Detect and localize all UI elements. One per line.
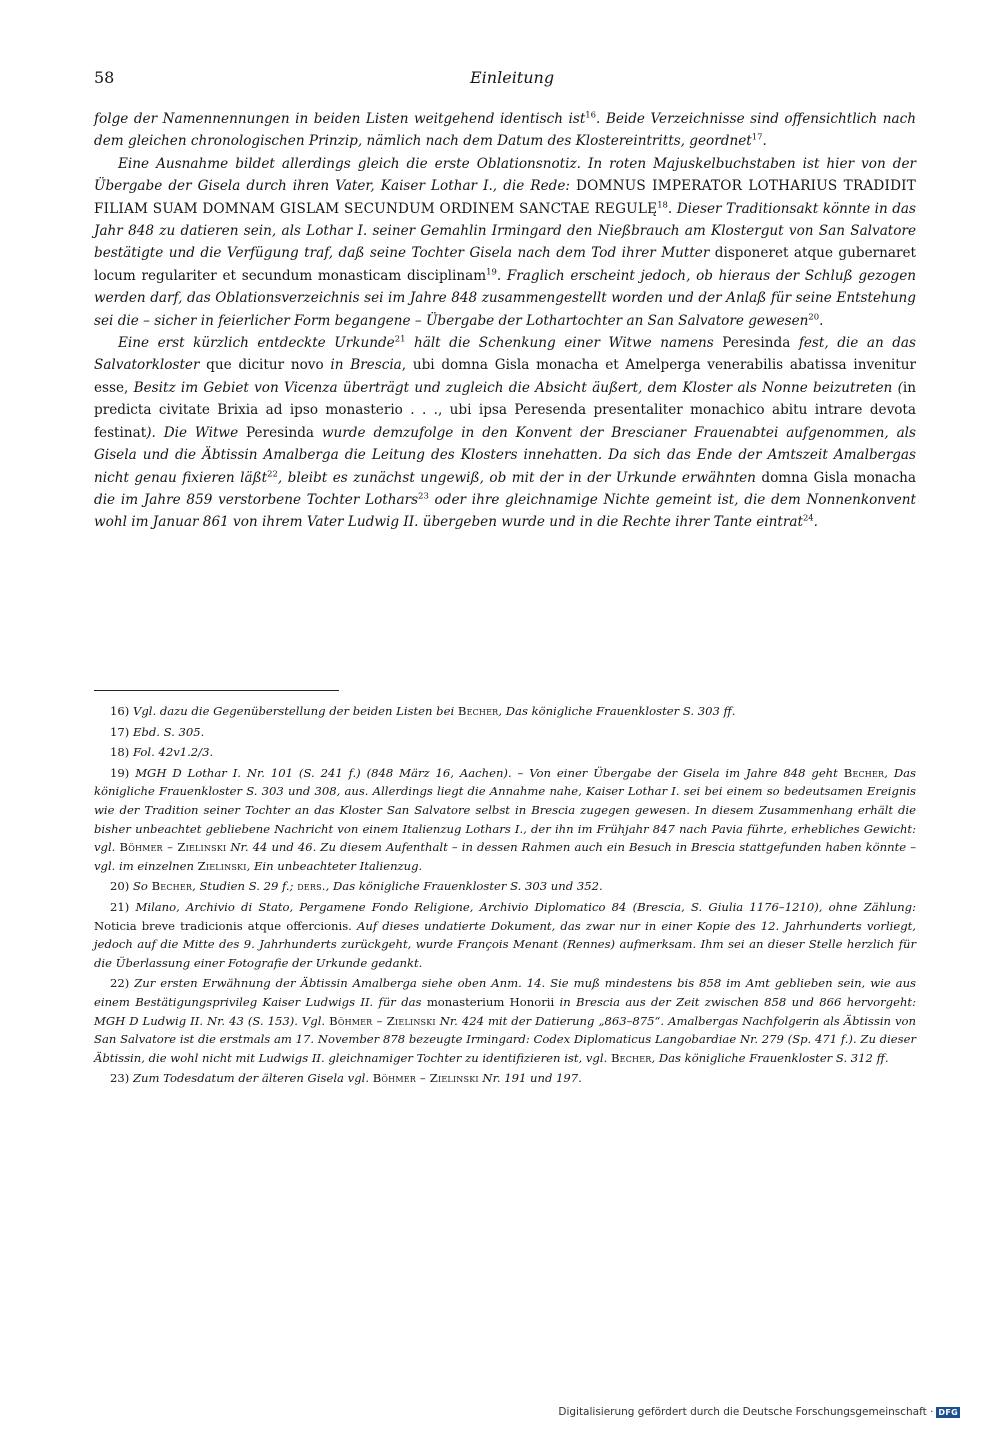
running-head: Einleitung — [470, 68, 555, 87]
text-run: 16) — [110, 704, 133, 718]
text-run: oder ihre gleichnamige Nichte gemeint ist, die dem Nonnenkonvent wohl im Januar 861 von ihrem Vater Ludwig II. übergeben wurde und in die Rechte ihrer Tante eintrat — [94, 491, 916, 531]
text-run: Zielinski — [197, 858, 247, 873]
footnote-reference: 20 — [808, 311, 820, 322]
footnote-divider — [94, 690, 339, 691]
text-run: Zum Todesdatum der älteren Gisela vgl. — [132, 1071, 373, 1086]
text-run: 23) — [110, 1071, 133, 1086]
footnote-reference: 22 — [267, 467, 278, 478]
text-run: Auf dieses undatierte Dokument, das zwar nur in einer Kopie des 12. Jahrhunderts vorliegt, jedoch auf die Mitte des 9. Jahrhunderts zurückgeht, wurde François Menant (Rennes) aufmerksam. Ihm sei an dieser Stelle herzlich für die Überlassung einer Fotografie der Urkunde gedankt. — [94, 918, 916, 970]
text-run: Böhmer – Zielinski — [372, 1071, 479, 1086]
text-run: Becher — [457, 704, 499, 718]
text-run: , Studien S. 29 f.; — [192, 879, 298, 894]
text-run: fest, die an das Salvatorkloster — [94, 335, 917, 374]
text-run: Peresinda — [246, 424, 315, 441]
text-run: Nr. 44 und 46. Zu diesem Aufenthalt – in dessen Rahmen auch ein Besuch in Brescia stattgefunden haben könnte – vgl. im einzelnen — [94, 840, 916, 873]
text-run: folge der Namennennungen in beiden Listen weitgehend identisch ist — [94, 111, 586, 127]
footnote — [94, 723, 916, 742]
text-run: Milano, Archivio di Stato, Pergamene Fondo Religione, Archivio Diplomatico 84 (Brescia, S. Giulia 1176–1210), ohne Zählung: — [135, 899, 916, 914]
text-run: , ubi domna Gisla monacha et Amelperga venerabilis abatissa invenitur esse, — [94, 357, 917, 396]
footnote-reference: 18 — [657, 199, 668, 210]
text-run: MGH D Lothar I. Nr. 101 (S. 241 f.) (848 März 16, Aachen). – Von einer Übergabe der Gisela im Jahre 848 geht — [135, 765, 844, 780]
text-run: . Beide Verzeichnisse sind offensichtlich nach dem gleichen chronologischen Prinzip, nämlich nach dem Datum des Klostereintritts, geordnet — [94, 111, 916, 150]
text-run: domna Gisla monacha — [761, 469, 916, 486]
body-paragraph — [94, 153, 916, 332]
text-run: 22) — [110, 976, 135, 991]
footnote-reference: 19 — [486, 266, 497, 277]
text-run: , Das königliche Frauenkloster S. 312 ff. — [651, 1050, 889, 1065]
page-number: 58 — [94, 68, 115, 87]
text-run: Vgl. dazu die Gegenüberstellung der beiden Listen bei — [132, 704, 458, 718]
text-run: Eine Ausnahme bildet allerdings gleich die erste Oblationsnotiz. In roten Majuskelbuchstaben ist hier von der Übergabe der Gisela durch ihren Vater, Kaiser Lothar I., die Rede: — [94, 155, 916, 195]
text-run: in predicta civitate Brixia ad ipso monasterio . . ., ubi ipsa Peresenda presentaliter monachico abitu intrare devota festinat — [94, 379, 916, 441]
text-run: DOMNUS IMPERATOR LOTHARIUS TRADIDIT FILIAM SUAM DOMNAM GISLAM SECUNDUM ORDINEM SANCTAE REGULĘ — [94, 178, 917, 217]
text-run: Becher — [610, 1050, 652, 1065]
text-run: Fol. 42v1.2/3. — [132, 745, 214, 760]
footnote — [94, 877, 916, 896]
text-run: . — [819, 312, 824, 329]
text-run: . — [762, 133, 767, 150]
text-run: Noticia breve tradicionis atque offercionis. — [94, 918, 357, 933]
text-run: . Fraglich erscheint jedoch, ob hieraus der Schluß gezogen werden darf, das Oblationsverzeichnis sei im Jahre 848 zusammengestellt worden und der Anlaß für seine Entstehung sei die – sicher in feierlicher Form begangene – Übergabe der Lothartochter an San Salvatore gewesen — [94, 267, 916, 329]
footnote-reference: 24 — [802, 512, 814, 523]
dfg-footer — [558, 1406, 960, 1418]
footnote — [94, 702, 916, 721]
footnote — [94, 764, 916, 876]
text-run: Becher — [843, 765, 885, 780]
text-run: . — [813, 514, 818, 531]
text-run: . Dieser Traditionsakt könnte in das Jahr 848 zu datieren sein, als Lothar I. seiner Gemahlin Irmingard den Nießbrauch am Klostergut von San Salvatore bestätigte und die Verfügung traf, daß seine Tochter Gisela nach dem Tod ihrer Mutter — [94, 200, 916, 262]
text-run: monasterium Honorii — [426, 994, 560, 1009]
dfg-logo-icon: DFG — [938, 1407, 958, 1417]
text-run: 21) — [110, 899, 136, 914]
text-run: Böhmer – Zielinski — [119, 840, 227, 855]
text-run: Nr. 191 und 197. — [478, 1071, 582, 1086]
text-run: die im Jahre 859 verstorbene Tochter Lothars — [94, 491, 419, 508]
text-run: , Das königliche Frauenkloster S. 303 und 308, aus. Allerdings liegt die Annahme nahe, Kaiser Lothar I. sei bei einem so bedeutsamen Ereignis wie der Tradition seiner Tochter an das Kloster San Salvatore selbst in Brescia zugegen gewesen. In diesem Zusammenhang erhält die bisher unbeachtet gebliebene Nachricht von einem Italienzug Lothars I., der ihn im Frühjahr 847 nach Pavia führte, erhebliches Gewicht: vgl. — [94, 765, 917, 855]
footnote-reference: 21 — [394, 333, 406, 344]
footnotes — [94, 702, 916, 1090]
text-run: in Brescia — [330, 357, 402, 374]
footnote-reference: 16 — [585, 109, 596, 120]
text-run: Besitz im Gebiet von Vicenza überträgt und zugleich die Absicht äußert, dem Kloster als Nonne beizutreten ( — [133, 379, 903, 396]
text-run: ders. — [297, 879, 326, 894]
footnote — [94, 974, 916, 1067]
text-run: , Das königliche Frauenkloster S. 303 ff. — [498, 704, 736, 718]
text-run: disponeret atque gubernaret locum regulariter et secundum monasticam disciplinam — [94, 245, 916, 284]
text-run: So — [132, 879, 152, 894]
text-run: 19) — [110, 765, 136, 780]
text-run: 17) — [110, 724, 133, 739]
body-paragraph — [94, 108, 916, 153]
footnote-reference: 23 — [418, 490, 429, 501]
text-run: Ebd. S. 305. — [132, 724, 205, 739]
text-run: Peresinda — [722, 335, 791, 352]
footnote — [94, 1069, 916, 1088]
text-run: que dicitur novo — [206, 357, 331, 374]
text-run: hält die Schenkung einer Witwe namens — [405, 335, 723, 352]
text-run: , Ein unbeachteter Italienzug. — [246, 858, 423, 873]
text-run: 18) — [110, 745, 133, 760]
text-run: Becher — [151, 879, 193, 894]
text-run: ). Die Witwe — [146, 424, 247, 441]
body-text — [94, 108, 916, 534]
text-run: , Das königliche Frauenkloster S. 303 und 352. — [325, 879, 603, 894]
footnote — [94, 898, 916, 972]
text-run: in Brescia aus der Zeit zwischen 858 und 866 hervorgeht: MGH D Ludwig II. Nr. 43 (S. 153). Vgl. — [94, 994, 916, 1028]
text-run: Eine erst kürzlich entdeckte Urkunde — [118, 335, 395, 352]
text-run: Zur ersten Erwähnung der Äbtissin Amalberga siehe oben Anm. 14. Sie muß mindestens bis 858 im Amt geblieben sein, wie aus einem Bestätigungsprivileg Kaiser Ludwigs II. für das — [94, 976, 916, 1009]
text-run: 20) — [110, 879, 133, 894]
text-run: Nr. 424 mit der Datierung „863–875“. Amalbergas Nachfolgerin als Äbtissin von San Salvatore ist die erstmals am 17. November 878 bezeugte Irmingard: Codex Diplomaticus Langobardiae Nr. 279 (Sp. 471 f.). Zu dieser Äbtissin, die wohl nicht mit Ludwigs II. gleichnamiger Tochter zu identifizieren ist, vgl. — [94, 1013, 916, 1065]
footnote — [94, 743, 916, 762]
text-run: wurde demzufolge in den Konvent der Brescianer Frauenabtei aufgenommen, als Gisela und die Äbtissin Amalberga die Leitung des Klosters innehatten. Da sich das Ende der Amtszeit Amalbergas nicht genau fixieren läßt — [94, 424, 916, 486]
body-paragraph — [94, 332, 916, 534]
text-run: Böhmer – Zielinski — [329, 1013, 436, 1028]
text-run: , bleibt es zunächst ungewiß, ob mit der in der Urkunde erwähnten — [277, 469, 762, 486]
footer-text: Digitalisierung gefördert durch die Deutsche Forschungsgemeinschaft · — [558, 1406, 934, 1418]
footnote-reference: 17 — [751, 131, 763, 142]
